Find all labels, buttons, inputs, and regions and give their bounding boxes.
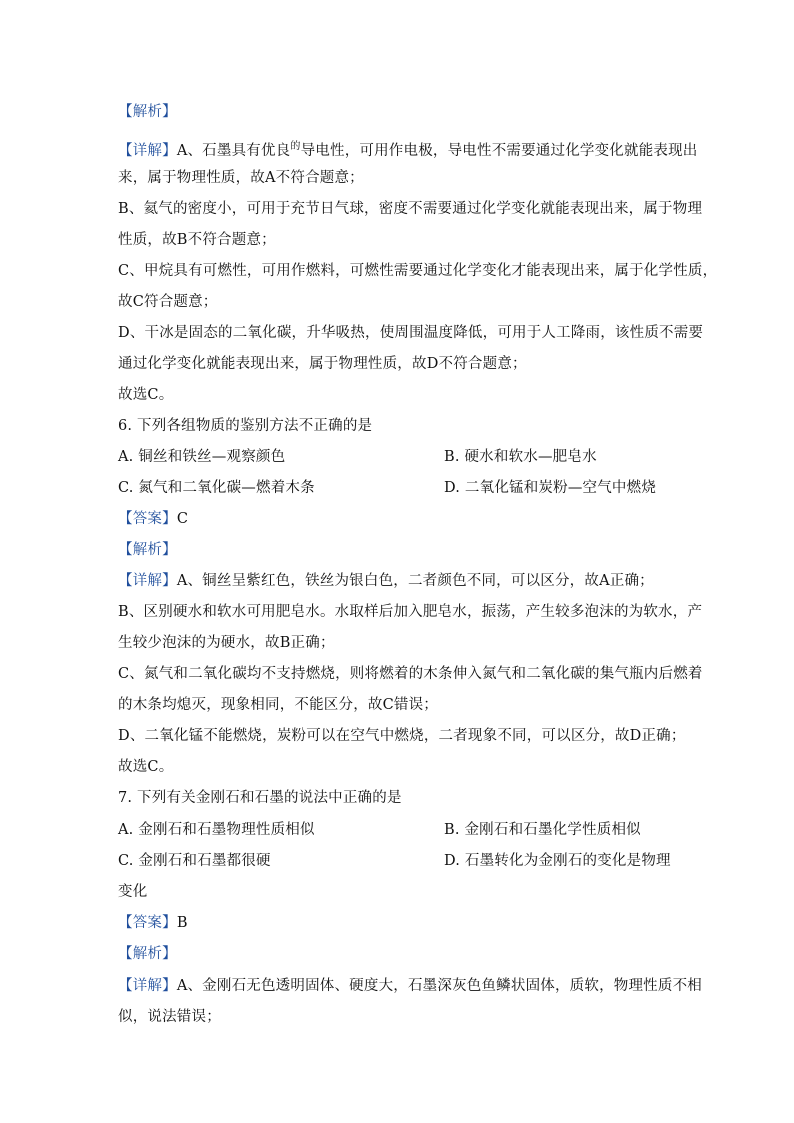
detail-text: A、金刚石无色透明固体、硬度大，石墨深灰色鱼鳞状固体，质软，物理性质不相	[176, 978, 702, 994]
question-6-option-b: B. 硬水和软水—肥皂水	[444, 449, 597, 465]
detail-text: A、铜丝呈紫红色，铁丝为银白色，二者颜色不同，可以区分，故A正确；	[176, 573, 654, 589]
question-6-detail-6: D、二氧化锰不能燃烧，炭粉可以在空气中燃烧，二者现象不同，可以区分，故D正确；	[118, 728, 686, 744]
superscript-char: 的	[290, 141, 301, 152]
analysis-label: 【解析】	[118, 946, 177, 962]
question-6-option-c: C. 氮气和二氧化碳—燃着木条	[118, 480, 315, 496]
question-7-option-b: B. 金刚石和石墨化学性质相似	[444, 822, 641, 838]
question-7-option-a: A. 金刚石和石墨物理性质相似	[118, 822, 315, 838]
question-6-option-a: A. 铜丝和铁丝—观察颜色	[118, 449, 286, 465]
detail-line-q5-1	[118, 137, 698, 161]
question-7-stem: 7. 下列有关金刚石和石墨的说法中正确的是	[118, 790, 402, 806]
detail-label: 【详解】	[118, 978, 177, 994]
question-7-detail-1	[118, 976, 702, 996]
detail-label: 【详解】	[118, 143, 177, 159]
question-7-answer	[118, 913, 698, 933]
detail-line-q5-4: 性质，故B不符合题意；	[118, 232, 276, 248]
question-6-analysis-heading	[118, 540, 698, 560]
question-6-stem: 6. 下列各组物质的鉴别方法不正确的是	[118, 418, 373, 434]
question-7-analysis-heading	[118, 944, 698, 964]
detail-line-q5-2: 来，属于物理性质，故A不符合题意；	[118, 170, 364, 186]
analysis-label: 【解析】	[118, 104, 177, 120]
question-7-detail-2: 似，说法错误；	[118, 1009, 221, 1025]
detail-line-q5-6: 故C符合题意；	[118, 294, 218, 310]
question-7-option-d-continued: 变化	[118, 884, 148, 900]
question-6-detail-2: B、区别硬水和软水可用肥皂水。水取样后加入肥皂水，振荡，产生较多泡沫的为软水，产	[118, 604, 703, 620]
detail-label: 【详解】	[118, 573, 177, 589]
detail-line-q5-3: B、氦气的密度小，可用于充节日气球，密度不需要通过化学变化就能表现出来，属于物理	[118, 201, 703, 217]
detail-text: A、石墨具有优良	[176, 143, 291, 159]
detail-line-q5-5: C、甲烷具有可燃性，可用作燃料，可燃性需要通过化学变化才能表现出来，属于化学性质，	[118, 263, 718, 279]
detail-text: 导电性，可用作电极，导电性不需要通过化学变化就能表现出	[300, 143, 698, 159]
question-6-detail-1	[118, 571, 698, 591]
detail-line-q5-9: 故选C。	[118, 387, 174, 403]
question-6-detail-7: 故选C。	[118, 759, 174, 775]
analysis-heading-q5	[118, 102, 698, 122]
question-6-detail-4: C、氮气和二氧化碳均不支持燃烧，则将燃着的木条伸入氮气和二氧化碳的集气瓶内后燃着	[118, 666, 703, 682]
question-6-detail-5: 的木条均熄灭，现象相同，不能区分，故C错误；	[118, 697, 438, 713]
question-6-option-d: D. 二氧化锰和炭粉—空气中燃烧	[444, 480, 657, 496]
answer-label: 【答案】	[118, 915, 177, 931]
answer-value: C	[176, 511, 189, 527]
detail-line-q5-7: D、干冰是固态的二氧化碳，升华吸热，使周围温度降低，可用于人工降雨，该性质不需要	[118, 325, 704, 341]
detail-line-q5-8: 通过化学变化就能表现出来，属于物理性质，故D不符合题意；	[118, 356, 527, 372]
question-6-answer	[118, 509, 698, 529]
question-6-detail-3: 生较少泡沫的为硬水，故B正确；	[118, 635, 335, 651]
question-7-option-d: D. 石墨转化为金刚石的变化是物理	[444, 853, 671, 869]
analysis-label: 【解析】	[118, 542, 177, 558]
question-7-option-c: C. 金刚石和石墨都很硬	[118, 853, 271, 869]
answer-value: B	[176, 915, 188, 931]
answer-label: 【答案】	[118, 511, 177, 527]
